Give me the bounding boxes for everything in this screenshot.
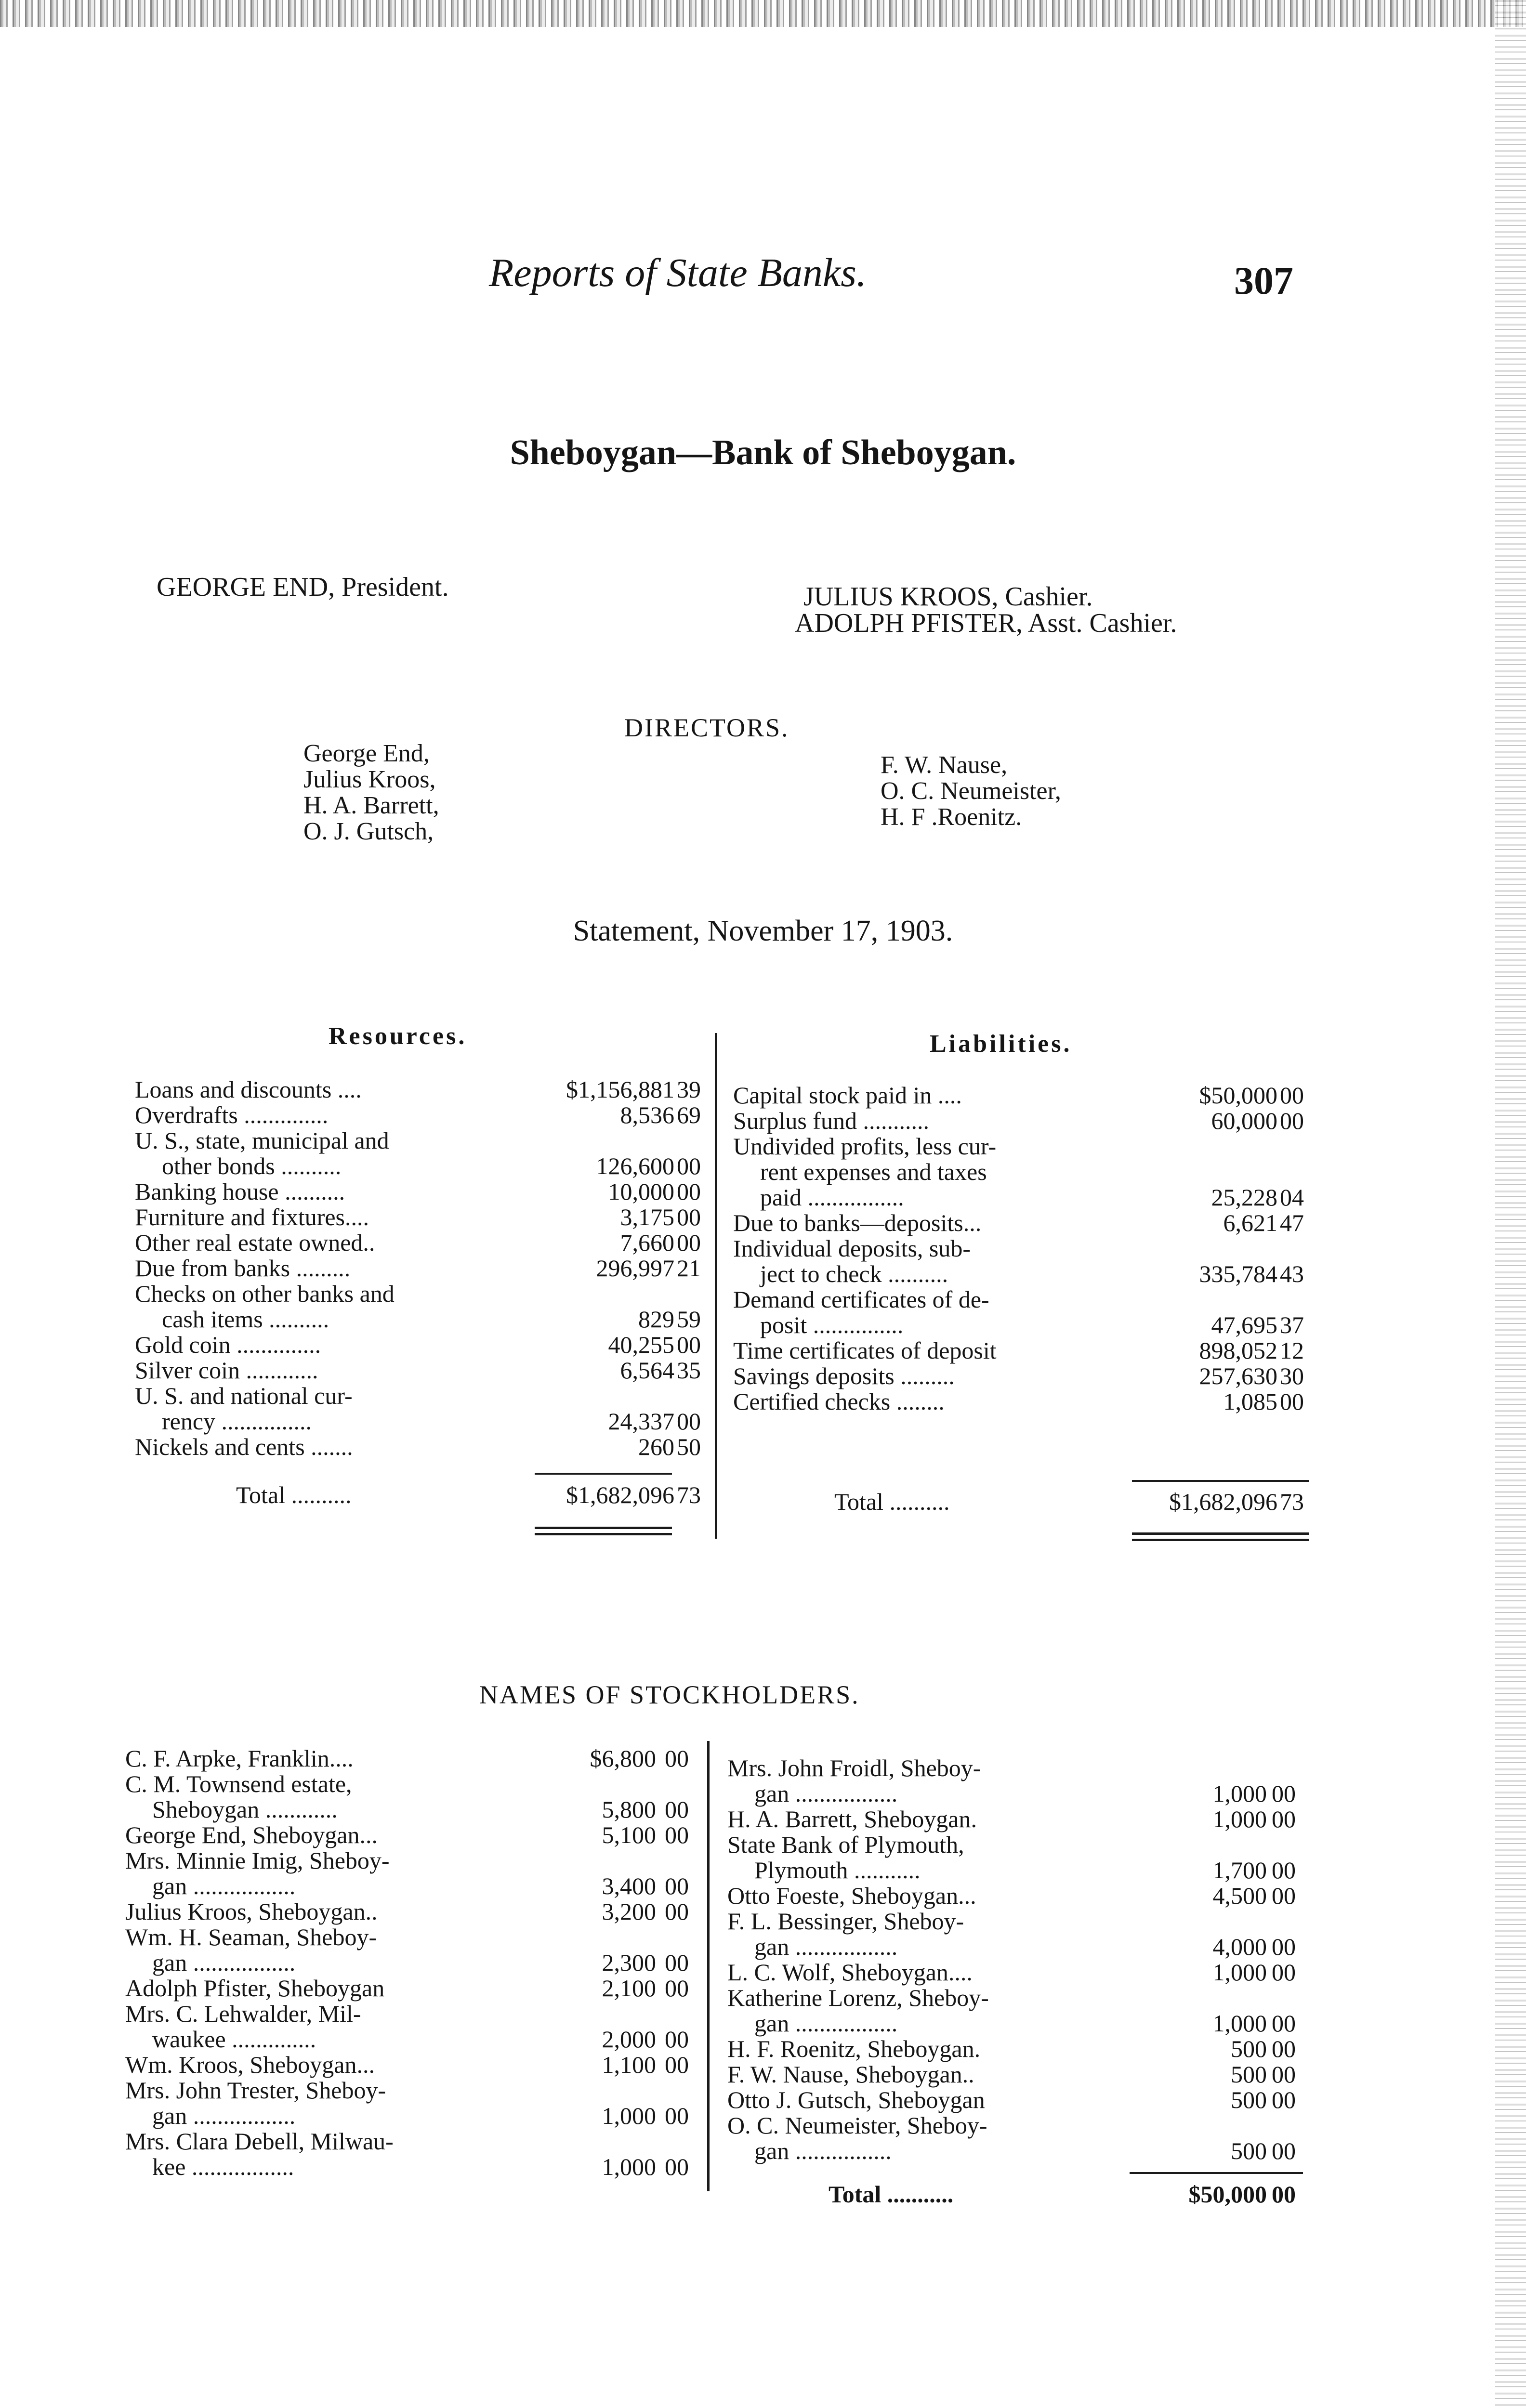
stockholders-divider bbox=[707, 1741, 710, 2191]
row-label: Plymouth ........... bbox=[754, 1857, 921, 1884]
row-label: waukee .............. bbox=[152, 2026, 316, 2053]
row-cents: 00 bbox=[1280, 1107, 1304, 1134]
ledger-row bbox=[727, 1960, 1310, 1985]
row-label: Savings deposits ......... bbox=[733, 1362, 955, 1389]
ledger-row bbox=[135, 1434, 713, 1460]
row-cents: 00 bbox=[1272, 2086, 1296, 2113]
director-name: F. W. Nause, bbox=[881, 751, 1008, 779]
row-amount: 4,000 bbox=[1212, 1933, 1267, 1960]
ledger-row bbox=[125, 2103, 703, 2129]
row-amount: 3,200 bbox=[602, 1898, 656, 1925]
row-label: posit ............... bbox=[760, 1311, 904, 1338]
row-amount: 1,000 bbox=[602, 2102, 656, 2129]
ledger-row bbox=[733, 1236, 1316, 1261]
total-amount: $50,000 bbox=[1188, 2181, 1267, 2208]
row-cents: 00 bbox=[1280, 1388, 1304, 1415]
liabilities-table bbox=[733, 1083, 1316, 1414]
scan-edge-right bbox=[1495, 0, 1526, 2408]
row-label: kee ................. bbox=[152, 2153, 294, 2180]
row-label: Otto Foeste, Sheboygan... bbox=[727, 1882, 976, 1909]
row-amount: 257,630 bbox=[1199, 1362, 1277, 1389]
director-name: H. F .Roenitz. bbox=[881, 803, 1022, 831]
row-label: Adolph Pfister, Sheboygan bbox=[125, 1975, 385, 2002]
row-amount: 6,564 bbox=[620, 1357, 674, 1384]
row-cents: 00 bbox=[1272, 2137, 1296, 2164]
ledger-row bbox=[135, 1153, 713, 1179]
row-label: C. M. Townsend estate, bbox=[125, 1770, 352, 1797]
row-amount: 500 bbox=[1231, 2035, 1267, 2062]
director-name: H. A. Barrett, bbox=[303, 792, 439, 819]
ledger-row bbox=[733, 1108, 1316, 1134]
directors-left bbox=[303, 741, 439, 845]
row-label: Katherine Lorenz, Sheboy- bbox=[727, 1984, 989, 2011]
row-cents: 47 bbox=[1280, 1209, 1304, 1236]
row-amount: 1,000 bbox=[1212, 2010, 1267, 2037]
row-label: Due to banks—deposits... bbox=[733, 1209, 982, 1236]
row-label: Loans and discounts .... bbox=[135, 1076, 362, 1103]
row-cents: 00 bbox=[665, 2153, 689, 2180]
ledger-row bbox=[135, 1204, 713, 1230]
ledger-row bbox=[727, 1858, 1310, 1883]
ledger-row bbox=[135, 1102, 713, 1128]
ledger-row bbox=[135, 1281, 713, 1307]
ledger-row bbox=[125, 2129, 703, 2154]
ledger-row bbox=[125, 1899, 703, 1924]
row-label: Mrs. John Trester, Sheboy- bbox=[125, 2077, 386, 2104]
ledger-row bbox=[125, 1746, 703, 1771]
row-label: gan ................. bbox=[754, 1933, 898, 1960]
row-amount: 8,536 bbox=[620, 1101, 674, 1128]
row-amount: $6,800 bbox=[590, 1745, 656, 1772]
ledger-row bbox=[733, 1363, 1316, 1389]
row-cents: 37 bbox=[1280, 1311, 1304, 1338]
stockholders-total bbox=[727, 2182, 1310, 2207]
row-cents: 00 bbox=[1280, 1082, 1304, 1109]
row-label: Silver coin ............ bbox=[135, 1357, 318, 1384]
row-cents: 00 bbox=[1272, 2061, 1296, 2088]
resources-heading: Resources. bbox=[329, 1022, 467, 1050]
row-amount: 500 bbox=[1231, 2137, 1267, 2164]
row-cents: 00 bbox=[1272, 1933, 1296, 1960]
row-label: gan ................. bbox=[152, 1949, 296, 1976]
row-amount: 24,337 bbox=[608, 1408, 674, 1435]
row-label: other bonds .......... bbox=[162, 1152, 342, 1179]
ledger-row bbox=[727, 1883, 1310, 1909]
row-amount: $50,000 bbox=[1199, 1082, 1277, 1109]
row-cents: 00 bbox=[665, 2026, 689, 2053]
ledger-row bbox=[125, 1873, 703, 1899]
row-label: gan ................. bbox=[754, 2010, 898, 2037]
row-amount: 1,000 bbox=[602, 2153, 656, 2180]
row-cents: 00 bbox=[1272, 1959, 1296, 1986]
row-cents: 00 bbox=[665, 1745, 689, 1772]
statement-title: Statement, November 17, 1903. bbox=[573, 915, 953, 947]
row-label: gan ................. bbox=[152, 2102, 296, 2129]
ledger-row bbox=[125, 2052, 703, 2078]
total-amount: $1,682,096 bbox=[1169, 1488, 1277, 1515]
row-amount: 1,000 bbox=[1212, 1780, 1267, 1807]
total-row bbox=[135, 1482, 713, 1508]
row-cents: 00 bbox=[1272, 2010, 1296, 2037]
row-amount: 2,000 bbox=[602, 2026, 656, 2053]
row-cents: 21 bbox=[677, 1255, 701, 1282]
row-label: Mrs. Clara Debell, Milwau- bbox=[125, 2128, 394, 2155]
ledger-row bbox=[135, 1230, 713, 1256]
ledger-row bbox=[727, 2062, 1310, 2087]
row-label: Certified checks ........ bbox=[733, 1388, 945, 1415]
ledger-row bbox=[733, 1287, 1316, 1312]
asst-cashier: ADOLPH PFISTER, Asst. Cashier. bbox=[795, 608, 1177, 638]
row-cents: 00 bbox=[665, 2051, 689, 2078]
stockholders-heading: NAMES OF STOCKHOLDERS. bbox=[479, 1680, 860, 1709]
ledger-row bbox=[727, 2138, 1310, 2164]
ledger-row bbox=[727, 2113, 1310, 2138]
row-cents: 59 bbox=[677, 1306, 701, 1333]
ledger-row bbox=[727, 1934, 1310, 1960]
row-label: Demand certificates of de- bbox=[733, 1286, 989, 1313]
row-cents: 00 bbox=[1272, 2035, 1296, 2062]
row-amount: 335,784 bbox=[1199, 1260, 1277, 1287]
row-amount: 1,700 bbox=[1212, 1857, 1267, 1884]
row-amount: 260 bbox=[638, 1433, 674, 1460]
ledger-row bbox=[727, 1985, 1310, 2011]
row-label: Checks on other banks and bbox=[135, 1280, 395, 1307]
row-amount: 10,000 bbox=[608, 1178, 674, 1205]
cashier: JULIUS KROOS, Cashier. bbox=[803, 582, 1093, 612]
bank-title: Sheboygan—Bank of Sheboygan. bbox=[510, 433, 1016, 472]
page-number: 307 bbox=[1234, 259, 1293, 302]
ledger-row bbox=[727, 1832, 1310, 1858]
row-amount: 7,660 bbox=[620, 1229, 674, 1256]
row-label: O. C. Neumeister, Sheboy- bbox=[727, 2112, 987, 2139]
row-amount: 898,052 bbox=[1199, 1337, 1277, 1364]
total-label: Total ........... bbox=[829, 2181, 954, 2208]
row-cents: 00 bbox=[677, 1408, 701, 1435]
ledger-row bbox=[733, 1185, 1316, 1210]
director-name: George End, bbox=[303, 740, 430, 767]
row-label: gan ................ bbox=[754, 2137, 892, 2164]
row-label: rent expenses and taxes bbox=[760, 1158, 987, 1185]
row-cents: 39 bbox=[677, 1076, 701, 1103]
ledger-row bbox=[733, 1134, 1316, 1159]
row-cents: 00 bbox=[677, 1229, 701, 1256]
ledger-row bbox=[125, 2001, 703, 2027]
row-amount: 6,621 bbox=[1223, 1209, 1277, 1236]
row-cents: 00 bbox=[677, 1152, 701, 1179]
row-label: F. L. Bessinger, Sheboy- bbox=[727, 1908, 964, 1935]
row-label: Furniture and fixtures.... bbox=[135, 1204, 369, 1230]
row-amount: 60,000 bbox=[1211, 1107, 1277, 1134]
row-amount: 126,600 bbox=[596, 1152, 674, 1179]
ledger-row bbox=[125, 1848, 703, 1873]
row-label: ject to check .......... bbox=[760, 1260, 948, 1287]
row-label: cash items .......... bbox=[162, 1306, 329, 1333]
row-cents: 00 bbox=[677, 1204, 701, 1230]
row-amount: 2,100 bbox=[602, 1975, 656, 2002]
row-amount: 47,695 bbox=[1211, 1311, 1277, 1338]
row-label: Undivided profits, less cur- bbox=[733, 1133, 997, 1160]
directors-right bbox=[881, 752, 1061, 830]
row-label: Capital stock paid in .... bbox=[733, 1082, 962, 1109]
ledger-row bbox=[727, 1806, 1310, 1832]
ledger-row bbox=[733, 1159, 1316, 1185]
row-label: C. F. Arpke, Franklin.... bbox=[125, 1745, 354, 1772]
stockholders-sum-rule bbox=[1130, 2172, 1303, 2174]
ledger-row bbox=[135, 1358, 713, 1383]
row-label: George End, Sheboygan... bbox=[125, 1821, 378, 1848]
ledger-row bbox=[733, 1210, 1316, 1236]
row-label: U. S., state, municipal and bbox=[135, 1127, 389, 1154]
row-label: Overdrafts .............. bbox=[135, 1101, 329, 1128]
row-label: Mrs. Minnie Imig, Sheboy- bbox=[125, 1847, 390, 1874]
row-label: gan ................. bbox=[152, 1872, 296, 1899]
row-label: Other real estate owned.. bbox=[135, 1229, 375, 1256]
row-amount: 1,085 bbox=[1223, 1388, 1277, 1415]
row-cents: 35 bbox=[677, 1357, 701, 1384]
resources-sum-rule bbox=[535, 1473, 672, 1475]
ledger-row bbox=[125, 2027, 703, 2052]
stockholders-left bbox=[125, 1746, 703, 2180]
row-label: gan ................. bbox=[754, 1780, 898, 1807]
ledger-row bbox=[727, 1909, 1310, 1934]
row-label: paid ................ bbox=[760, 1184, 904, 1211]
ledger-row bbox=[125, 1976, 703, 2001]
scan-edge-top bbox=[0, 0, 1526, 27]
row-amount: 296,997 bbox=[596, 1255, 674, 1282]
row-cents: 00 bbox=[665, 1796, 689, 1823]
ledger-row bbox=[135, 1383, 713, 1409]
ledger-row bbox=[135, 1128, 713, 1153]
row-label: H. F. Roenitz, Sheboygan. bbox=[727, 2035, 981, 2062]
row-cents: 12 bbox=[1280, 1337, 1304, 1364]
row-amount: 1,000 bbox=[1212, 1806, 1267, 1832]
row-label: Banking house .......... bbox=[135, 1178, 345, 1205]
row-cents: 00 bbox=[665, 2102, 689, 2129]
total-row bbox=[727, 2182, 1310, 2207]
row-cents: 00 bbox=[665, 1898, 689, 1925]
row-amount: 25,228 bbox=[1211, 1184, 1277, 1211]
ledger-row bbox=[125, 1797, 703, 1822]
row-label: Due from banks ......... bbox=[135, 1255, 351, 1282]
ledger-row bbox=[727, 2087, 1310, 2113]
ledger-row bbox=[125, 1950, 703, 1976]
row-label: Wm. H. Seaman, Sheboy- bbox=[125, 1924, 377, 1950]
row-label: Otto J. Gutsch, Sheboygan bbox=[727, 2086, 985, 2113]
ledger-row bbox=[135, 1332, 713, 1358]
ledger-row bbox=[727, 1755, 1310, 1781]
row-label: Wm. Kroos, Sheboygan... bbox=[125, 2051, 375, 2078]
total-label: Total .......... bbox=[834, 1488, 950, 1515]
row-label: Time certificates of deposit bbox=[733, 1337, 997, 1364]
ledger-row bbox=[125, 1771, 703, 1797]
ledger-row bbox=[727, 2036, 1310, 2062]
total-row bbox=[733, 1489, 1316, 1515]
ledger-row bbox=[125, 1924, 703, 1950]
liabilities-heading: Liabilities. bbox=[930, 1030, 1072, 1058]
row-label: U. S. and national cur- bbox=[135, 1382, 353, 1409]
liabilities-sum-rule bbox=[1132, 1480, 1309, 1482]
row-label: F. W. Nause, Sheboygan.. bbox=[727, 2061, 974, 2088]
row-amount: 500 bbox=[1231, 2086, 1267, 2113]
row-label: Gold coin .............. bbox=[135, 1331, 321, 1358]
row-cents: 04 bbox=[1280, 1184, 1304, 1211]
row-amount: 4,500 bbox=[1212, 1882, 1267, 1909]
ledger-row bbox=[135, 1409, 713, 1434]
row-cents: 43 bbox=[1280, 1260, 1304, 1287]
row-label: H. A. Barrett, Sheboygan. bbox=[727, 1806, 977, 1832]
ledger-row bbox=[733, 1312, 1316, 1338]
row-cents: 00 bbox=[1272, 1806, 1296, 1832]
total-cents: 00 bbox=[1272, 2181, 1296, 2208]
stockholders-right bbox=[727, 1755, 1310, 2164]
directors-heading: DIRECTORS. bbox=[624, 713, 789, 742]
ledger-row bbox=[135, 1256, 713, 1281]
ledger-row bbox=[135, 1307, 713, 1332]
row-cents: 00 bbox=[665, 1949, 689, 1976]
row-amount: 2,300 bbox=[602, 1949, 656, 1976]
row-cents: 00 bbox=[677, 1178, 701, 1205]
row-amount: 3,175 bbox=[620, 1204, 674, 1230]
ledger-row bbox=[125, 1822, 703, 1848]
total-cents: 73 bbox=[1280, 1488, 1304, 1515]
row-amount: 500 bbox=[1231, 2061, 1267, 2088]
row-label: Surplus fund ........... bbox=[733, 1107, 929, 1134]
total-label: Total .......... bbox=[236, 1481, 352, 1508]
row-amount: 5,800 bbox=[602, 1796, 656, 1823]
column-divider bbox=[715, 1033, 717, 1539]
ledger-row bbox=[125, 2078, 703, 2103]
row-amount: 1,000 bbox=[1212, 1959, 1267, 1986]
row-cents: 00 bbox=[665, 1975, 689, 2002]
row-cents: 00 bbox=[665, 1872, 689, 1899]
director-name: O. C. Neumeister, bbox=[881, 777, 1061, 805]
ledger-row bbox=[135, 1179, 713, 1204]
row-label: State Bank of Plymouth, bbox=[727, 1831, 964, 1858]
row-cents: 00 bbox=[665, 1821, 689, 1848]
row-amount: 5,100 bbox=[602, 1821, 656, 1848]
row-cents: 30 bbox=[1280, 1362, 1304, 1389]
liabilities-double-rule bbox=[1132, 1532, 1309, 1541]
president: GEORGE END, President. bbox=[157, 572, 449, 602]
liabilities-total bbox=[733, 1489, 1316, 1515]
row-label: rency ............... bbox=[162, 1408, 312, 1435]
ledger-row bbox=[727, 1781, 1310, 1806]
row-cents: 00 bbox=[1272, 1857, 1296, 1884]
running-title: Reports of State Banks. bbox=[489, 250, 867, 295]
resources-double-rule bbox=[535, 1527, 672, 1535]
row-cents: 50 bbox=[677, 1433, 701, 1460]
row-amount: $1,156,881 bbox=[566, 1076, 674, 1103]
row-label: Individual deposits, sub- bbox=[733, 1235, 971, 1262]
resources-total bbox=[135, 1482, 713, 1508]
row-amount: 829 bbox=[638, 1306, 674, 1333]
ledger-row bbox=[733, 1389, 1316, 1414]
row-amount: 1,100 bbox=[602, 2051, 656, 2078]
row-label: Sheboygan ............ bbox=[152, 1796, 338, 1823]
ledger-row bbox=[125, 2154, 703, 2180]
ledger-row bbox=[733, 1338, 1316, 1363]
row-label: Mrs. C. Lehwalder, Mil- bbox=[125, 2000, 361, 2027]
row-label: L. C. Wolf, Sheboygan.... bbox=[727, 1959, 973, 1986]
row-cents: 69 bbox=[677, 1101, 701, 1128]
row-label: Mrs. John Froidl, Sheboy- bbox=[727, 1754, 981, 1781]
total-amount: $1,682,096 bbox=[566, 1481, 674, 1508]
ledger-row bbox=[733, 1261, 1316, 1287]
row-cents: 00 bbox=[1272, 1882, 1296, 1909]
row-label: Julius Kroos, Sheboygan.. bbox=[125, 1898, 378, 1925]
row-label: Nickels and cents ....... bbox=[135, 1433, 353, 1460]
ledger-row bbox=[727, 2011, 1310, 2036]
ledger-row bbox=[733, 1083, 1316, 1108]
row-cents: 00 bbox=[677, 1331, 701, 1358]
row-amount: 3,400 bbox=[602, 1872, 656, 1899]
row-amount: 40,255 bbox=[608, 1331, 674, 1358]
ledger-row bbox=[135, 1077, 713, 1102]
row-cents: 00 bbox=[1272, 1780, 1296, 1807]
director-name: O. J. Gutsch, bbox=[303, 818, 434, 845]
resources-table bbox=[135, 1077, 713, 1460]
total-cents: 73 bbox=[677, 1481, 701, 1508]
director-name: Julius Kroos, bbox=[303, 766, 436, 793]
